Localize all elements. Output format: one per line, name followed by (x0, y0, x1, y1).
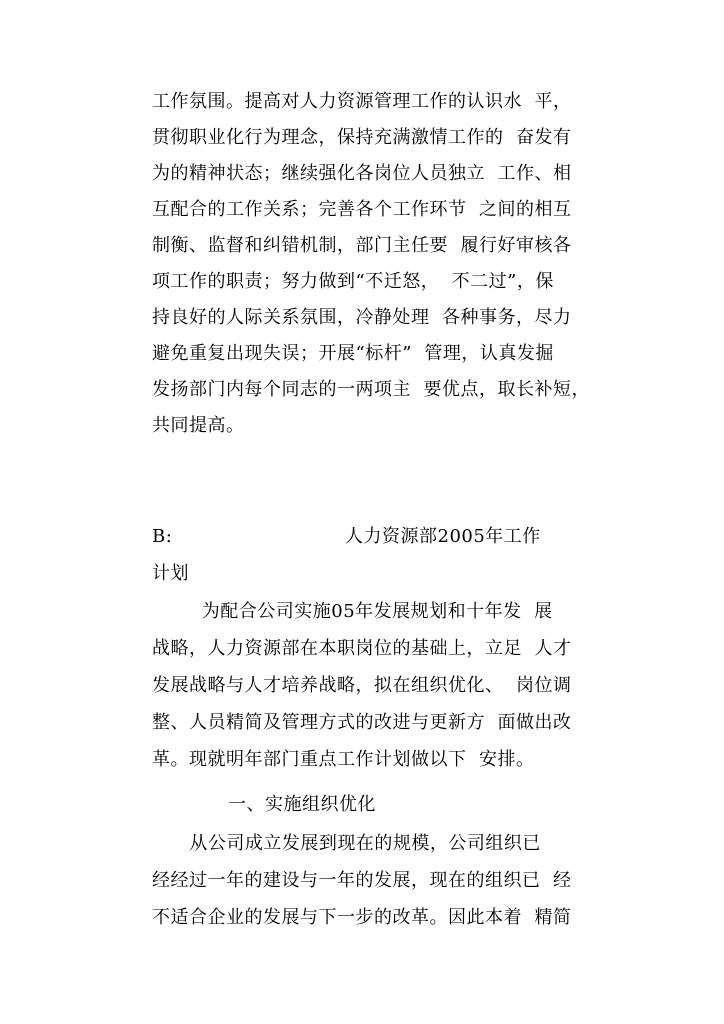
paragraph-3-line-3: 不适合企业的发展与下一步的改革。因此本着 精简 (152, 907, 572, 928)
heading-implement-org-optimization: 一、实施组织优化 (228, 794, 376, 815)
paragraph-1-line-9: 发扬部门内每个同志的一两项主 要优点，取长补短， (152, 379, 590, 400)
paragraph-1-line-10: 共同提高。 (152, 415, 245, 436)
paragraph-1-line-8: 避免重复出现失误；开展“标杆” 管理，认真发掘 (152, 343, 554, 364)
section-b-title-cont: 计划 (152, 563, 189, 584)
paragraph-2-line-1: 为配合公司实施05年发展规划和十年发 展 (152, 601, 553, 622)
paragraph-1-line-2: 贯彻职业化行为理念，保持充满激情工作的 奋发有 (152, 127, 572, 148)
paragraph-1-line-1: 工作氛围。提高对人力资源管理工作的认识水 平， (152, 91, 572, 112)
paragraph-1-line-4: 互配合的工作关系；完善各个工作环节 之间的相互 (152, 199, 572, 220)
paragraph-3-line-2: 经经过一年的建设与一年的发展，现在的组织已 经 (152, 870, 572, 891)
paragraph-2-line-5: 革。现就明年部门重点工作计划做以下 安排。 (152, 749, 535, 770)
paragraph-1-line-6: 项工作的职责；努力做到“不迁怒， 不二过”，保 (152, 271, 554, 292)
paragraph-2-line-3: 发展战略与人才培养战略，拟在组织优化、 岗位调 (152, 675, 572, 696)
paragraph-2-line-2: 战略，人力资源部在本职岗位的基础上，立足 人才 (152, 638, 572, 659)
paragraph-2-line-4: 整、人员精简及管理方式的改进与更新方 面做出改 (152, 712, 572, 733)
paragraph-3-line-1: 从公司成立发展到现在的规模，公司组织已 (152, 833, 541, 854)
paragraph-1-line-7: 持良好的人际关系氛围，冷静处理 各种事务，尽力 (152, 307, 572, 328)
section-b-title: 人力资源部2005年工作 (345, 526, 541, 547)
paragraph-1-line-5: 制衡、监督和纠错机制，部门主任要 履行好审核各 (152, 235, 572, 256)
section-b-label: B: (152, 526, 173, 547)
paragraph-1-line-3: 为的精神状态；继续强化各岗位人员独立 工作、相 (152, 163, 572, 184)
